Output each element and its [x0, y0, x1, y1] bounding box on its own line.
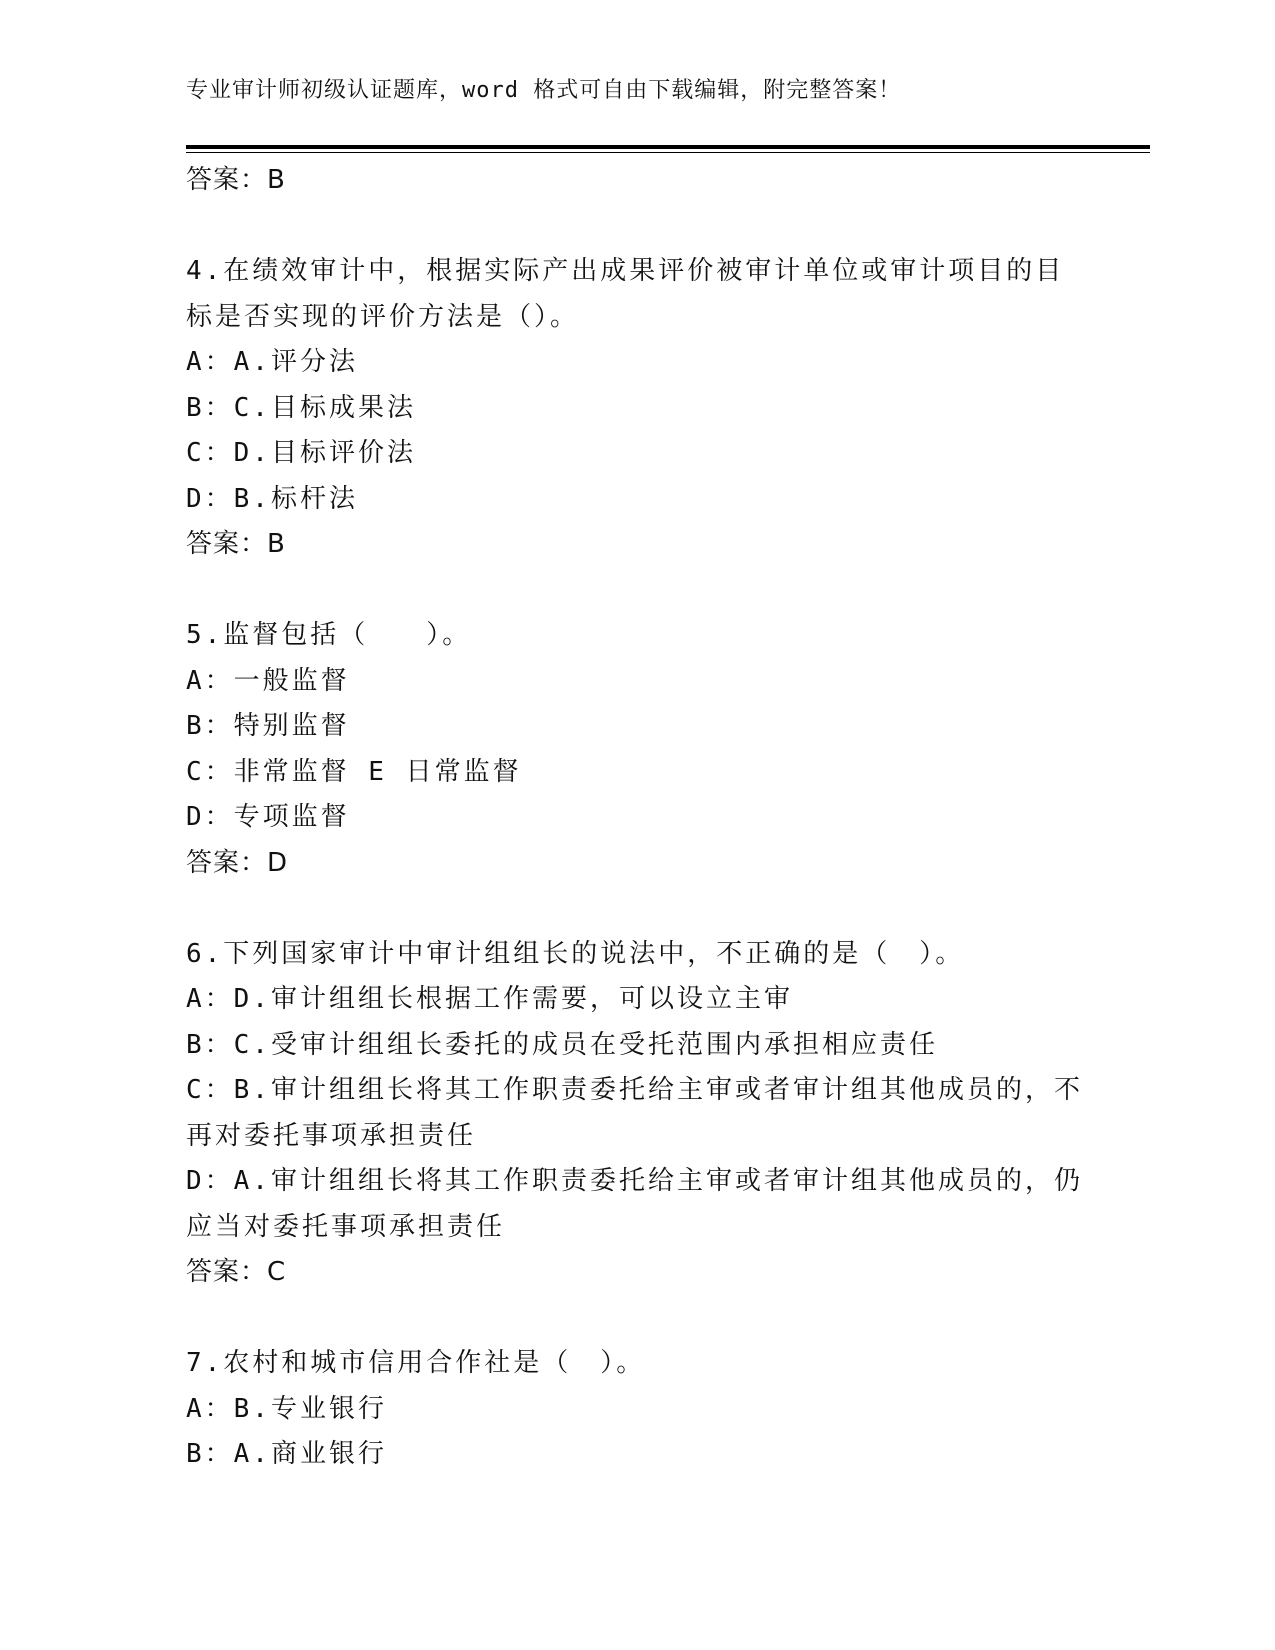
option-c-continued: 再对委托事项承担责任: [186, 1120, 477, 1151]
page-header: 专业审计师初级认证题库，word 格式可自由下载编辑，附完整答案！: [186, 78, 902, 103]
header-rule-thin: [186, 152, 1150, 153]
document-body: [186, 158, 1086, 1478]
option-c: C：B.审计组组长将其工作职责委托给主审或者审计组其他成员的，不: [186, 1075, 1083, 1105]
spacer: [186, 204, 1086, 250]
question-stem: 标是否实现的评价方法是（）。: [186, 301, 580, 332]
option-a: A：一般监督: [186, 665, 350, 696]
option-b: B：特别监督: [186, 711, 350, 741]
spacer: [186, 568, 1086, 614]
spacer: [186, 1296, 1086, 1342]
header-rule-thick: [186, 145, 1150, 149]
question-block: [186, 932, 1086, 1296]
question-stem: 4.在绩效审计中，根据实际产出成果评价被审计单位或审计项目的目: [186, 256, 1065, 286]
option-c: C：D.目标评价法: [186, 438, 416, 468]
answer-line: 答案：B: [186, 165, 286, 195]
question-block: [186, 1341, 1086, 1478]
option-b: B：A.商业银行: [186, 1439, 387, 1469]
question-stem: 6.下列国家审计中审计组组长的说法中，不正确的是（ ）。: [186, 938, 965, 969]
answer-line: 答案：D: [186, 847, 289, 878]
option-b: B：C.受审计组组长委托的成员在受托范围内承担相应责任: [186, 1029, 938, 1060]
option-d: D：A.审计组组长将其工作职责委托给主审或者审计组其他成员的，仍: [186, 1166, 1083, 1196]
question-stem: 7.农村和城市信用合作社是（ ）。: [186, 1348, 646, 1378]
option-b: B：C.目标成果法: [186, 392, 416, 423]
option-a: A：D.审计组组长根据工作需要，可以设立主审: [186, 984, 793, 1014]
answer-line: 答案：C: [186, 1257, 287, 1287]
option-a: A：A.评分法: [186, 347, 358, 377]
spacer: [186, 886, 1086, 932]
option-c: C：非常监督 E 日常监督: [186, 756, 522, 787]
option-d-continued: 应当对委托事项承担责任: [186, 1211, 506, 1242]
option-d: D：B.标杆法: [186, 483, 358, 514]
option-a: A：B.专业银行: [186, 1393, 387, 1424]
question-block: [186, 613, 1086, 886]
question-block: [186, 249, 1086, 568]
answer-line: 答案：B: [186, 529, 286, 559]
question-stem: 5.监督包括（ ）。: [186, 620, 472, 650]
option-d: D：专项监督: [186, 802, 350, 832]
